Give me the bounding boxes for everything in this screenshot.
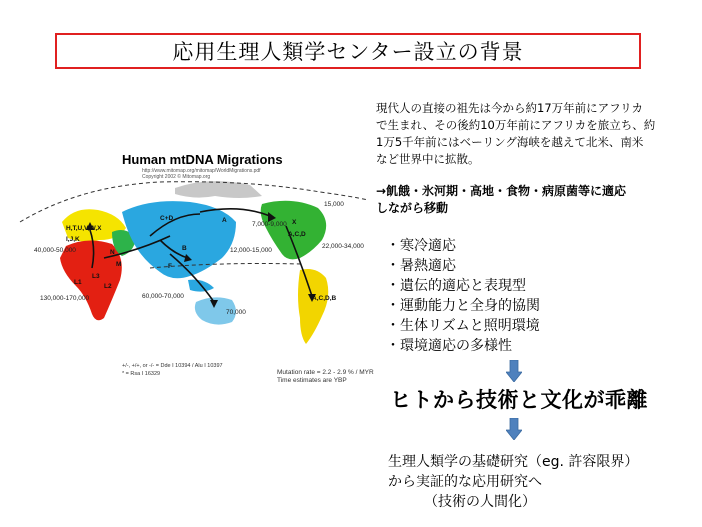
map-subtitle-copyright: Copyright 2002 © Mitomap.org bbox=[142, 174, 211, 180]
map-subtitle-url: http://www.mitomap.org/mitomap/WorldMigrations.pdf bbox=[142, 168, 261, 174]
land-asia bbox=[122, 201, 236, 278]
label-hap-l3: L3 bbox=[92, 273, 100, 280]
list-item: ・環境適応の多様性 bbox=[386, 338, 512, 354]
down-arrow-icon bbox=[506, 418, 522, 440]
label-hap-x: X bbox=[292, 219, 297, 226]
label-hap-m: M bbox=[116, 261, 122, 268]
land-north-gray bbox=[175, 181, 262, 198]
list-item: ・運動能力と全身的協関 bbox=[386, 298, 540, 314]
map-legend-right bbox=[277, 369, 374, 385]
intro-line: 1万5千年前にはベーリング海峡を越えて北米、南米 bbox=[376, 135, 644, 149]
conclusion-line-2: から実証的な応用研究へ bbox=[388, 474, 542, 490]
conclusion-line-3: （技術の人間化） bbox=[424, 494, 536, 510]
label-age-europe: 40,000-50,000 bbox=[34, 247, 76, 254]
label-hap-b: B bbox=[182, 245, 187, 252]
intro-line: で生まれ、その後約10万年前にアフリカを旅立ち、約 bbox=[376, 118, 656, 132]
label-hap-ijk: I,J,K bbox=[66, 236, 80, 243]
label-age-namerica: 15,000 bbox=[324, 201, 344, 208]
label-age-bering: 12,000-15,000 bbox=[230, 247, 272, 254]
adaptation-list bbox=[386, 236, 540, 356]
down-arrow-icon bbox=[506, 360, 522, 382]
map-legend-left-2: * = Rsa I 16329 bbox=[122, 371, 161, 377]
map-legend-left bbox=[122, 362, 223, 378]
slide-title: 応用生理人類学センター設立の背景 bbox=[55, 33, 641, 69]
map-legend-right-2: Time estimates are YBP bbox=[277, 377, 347, 384]
mtdna-migration-map bbox=[0, 150, 370, 390]
label-age-asia: 60,000-70,000 bbox=[142, 293, 184, 300]
list-item: ・遺伝的適応と表現型 bbox=[386, 278, 526, 294]
label-age-camerica: 22,000-34,000 bbox=[322, 243, 364, 250]
map-legend-left-1: +/-, +/+, or -/- = Dde I 10394 / Alu I 10397 bbox=[122, 363, 223, 369]
list-item: ・暑熱適応 bbox=[386, 258, 456, 274]
label-hap-acdb: A,C,D,B bbox=[312, 295, 337, 302]
headline: ヒトから技術と文化が乖離 bbox=[390, 388, 648, 412]
land-south-america bbox=[298, 269, 328, 344]
label-hap-f: F bbox=[168, 263, 172, 270]
label-hap-cdz: C+D bbox=[160, 215, 174, 222]
label-hap-a: A bbox=[222, 217, 227, 224]
label-age-australia: 70,000 bbox=[226, 309, 246, 316]
adaptation-summary-line: →飢餓・氷河期・高地・食物・病原菌等に適応 bbox=[376, 184, 627, 198]
adaptation-summary-line: しながら移動 bbox=[376, 201, 449, 215]
intro-line: 現代人の直接の祖先は今から約17万年前にアフリカ bbox=[376, 101, 644, 115]
label-hap-htu: H,T,U,V,W,X bbox=[66, 225, 102, 232]
map-title: Human mtDNA Migrations bbox=[122, 152, 283, 167]
label-hap-l2: L2 bbox=[104, 283, 112, 290]
intro-line: など世界中に拡散。 bbox=[376, 152, 480, 166]
label-hap-acd: A,C,D bbox=[288, 231, 306, 238]
adaptation-summary bbox=[376, 183, 688, 217]
intro-paragraph bbox=[376, 100, 688, 168]
conclusion-line-1: 生理人類学の基礎研究（eg. 許容限界） bbox=[388, 454, 639, 470]
label-age-africa: 130,000-170,000 bbox=[40, 295, 90, 302]
list-item: ・寒冷適応 bbox=[386, 238, 456, 254]
list-item: ・生体リズムと照明環境 bbox=[386, 318, 540, 334]
conclusion bbox=[388, 452, 638, 512]
map-legend-right-1: Mutation rate = 2.2 - 2.9 % / MYR bbox=[277, 369, 374, 376]
label-hap-l1: L1 bbox=[74, 279, 82, 286]
label-age-bering2: 7,000-9,000 bbox=[252, 221, 287, 228]
label-hap-n: N bbox=[110, 249, 115, 256]
